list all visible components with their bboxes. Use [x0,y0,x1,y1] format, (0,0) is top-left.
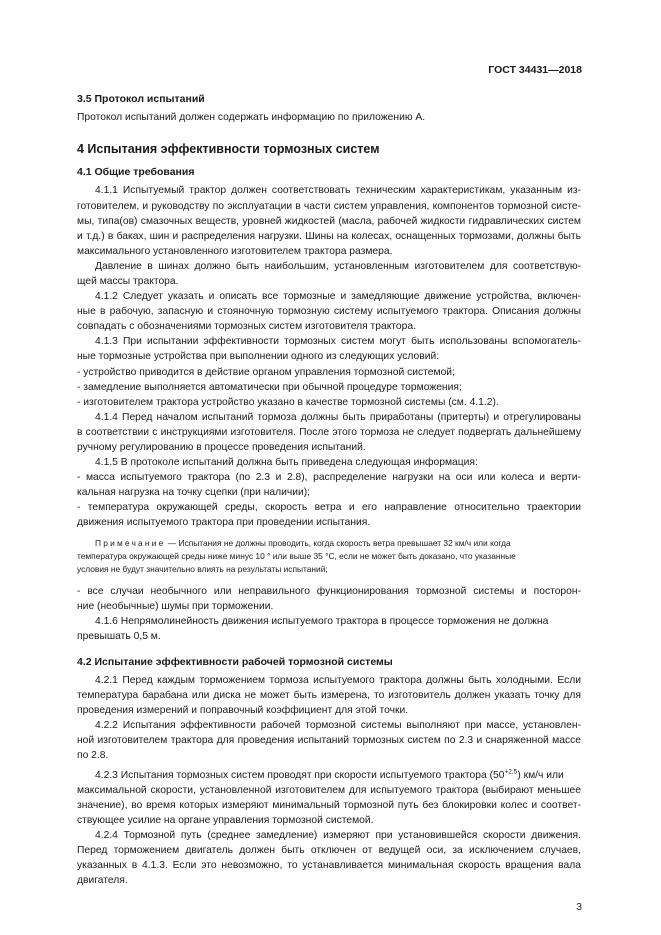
text-line: максимального установленного изготовителем трактора размера. [77,246,393,257]
standard-number: ГОСТ 34431—2018 [488,64,582,76]
page-number: 3 [576,902,582,913]
text-line: готовителем, и руководству по эксплуатации в части систем управления, компонентов тормозной систе- [77,201,581,212]
list-item: - замедление выполняется автоматически при обычной процедуре торможения; [77,382,462,393]
text-line: Перед торможением двигатель должен быть отключен от ведущей оси, за исключением случаев, [77,845,581,856]
text-part: ) км/ч или [517,770,564,781]
text-line: щей массы трактора. [77,276,179,287]
note-line: условия не будут значительно влиять на результаты испытаний; [77,564,328,574]
text-line: максимальной скорости, установленной изготовителем для испытуемого трактора (выбирают меньшее [77,785,581,796]
text-line: движения испытуемого трактора при проведении испытания. [77,517,371,528]
note-line [95,537,511,549]
text-line: температура барабана или диска не может быть измерена, то изготовитель должен указать точку для [77,690,581,701]
list-item: - изготовителем трактора устройство указано в качестве тормозной системы (см. 4.1.2). [77,397,499,408]
list-item: - все случаи необычного или неправильного функционирования тормозной системы и посторон- [77,586,581,597]
text-line: 4.1.6 Непрямолинейность движения испытуемого трактора в процессе торможения не должна [95,616,549,627]
heading-4: 4 Испытания эффективности тормозных систем [77,142,380,156]
text-line: и т.д.) в баках, шин и распределения нагрузки. Шины на колесах, оснащенных тормозами, должны быть [77,231,581,242]
text-line: 4.2.4 Тормозной путь (среднее замедление) измеряют при установившейся скорости движения. [95,830,581,841]
text-line: 4.2.1 Перед каждым торможением тормоза испытуемого трактора должны быть холодными. Если [95,675,581,686]
text-line: 4.1.5 В протоколе испытаний должна быть приведена следующая информация: [95,457,478,468]
speed-tolerance-superscript: +2,5 [504,768,518,776]
paragraph-3-5: Протокол испытаний должен содержать информацию по приложению А. [77,112,426,123]
note-label: Примечание [95,538,166,548]
text-line: 4.1.3 При испытании эффективности тормозных систем могут быть использованы вспомогатель- [95,336,581,347]
text-line: 4.2.2 Испытания эффективности рабочей тормозной системы выполняют при массе, установлен- [95,720,581,731]
text-line: значение), во время которых измеряют минимальный тормозной путь без блокировки колес и соответ- [77,800,581,811]
text-line: ные тормозные устройства при выполнении одного из следующих условий: [77,351,440,362]
text-line: двигателя. [77,875,128,886]
text-line: совпадать с обозначениями тормозных систем изготовителя трактора. [77,321,416,332]
text-line: ной изготовителем трактора для проведения испытаний тормозных систем по 2.3 и снаряженной массе [77,735,581,746]
text-line: превышать 0,5 м. [77,631,161,642]
text-line: 4.1.4 Перед началом испытаний тормоза должны быть приработаны (притерты) и отрегулированы [95,412,581,423]
text-line: мы, типа(ов) смазочных веществ, уровней жидкостей (масла, рабочей жидкости гидравлических систем [77,216,581,227]
text-line: проведения измерений и поправочный коэффициент для этой точки. [77,705,409,716]
text-line: ние (необычные) шумы при торможении. [77,601,274,612]
list-item: - устройство приводится в действие органом управления тормозной системой; [77,367,455,378]
text-part: 4.2.3 Испытания тормозных систем проводят при скорости испытуемого трактора (50 [95,770,505,781]
heading-3-5: 3.5 Протокол испытаний [77,93,205,105]
text-line: указанных в 4.1.3. Если это невозможно, то устанавливается минимальная скорость вращения вала [77,860,581,871]
text-line: ные в рабочую, запасную и стояночную тормозную систему испытуемого трактора. Описания должны [77,306,581,317]
text-line: Давление в шинах должно быть наибольшим, установленным изготовителем для соответствую- [95,261,581,272]
note-text: — Испытания не должны проводить, когда скорость ветра превышает 32 км/ч или когда [165,538,511,548]
list-item: - масса испытуемого трактора (по 2.3 и 2.8), распределение нагрузки на оси или колеса и верти- [77,472,581,483]
text-line: в соответствии с инструкциями изготовителя. После этого тормоза не следует подвергать дальнейшему [77,427,581,438]
text-line: 4.1.1 Испытуемый трактор должен соответствовать техническим характеристикам, указанным из- [95,185,581,196]
text-line: 4.1.2 Следует указать и описать все тормозные и замедляющие движение устройства, включен- [95,291,581,302]
heading-4-1: 4.1 Общие требования [77,166,195,178]
text-line: ствующее усилие на органе управления тормозной системой. [77,815,374,826]
heading-4-2: 4.2 Испытание эффективности рабочей тормозной системы [77,656,393,668]
list-item: - температура окружающей среды, скорость ветра и его направление относительно траектории [77,502,581,513]
text-line: кальная нагрузка на точку сцепки (при наличии); [77,487,311,498]
text-line-with-superscript [95,769,564,782]
note-line: температура окружающей среды ниже минус 10 ° или выше 35 °С, если не может быть доказано, что указанные [77,551,516,561]
text-line: ручному регулированию в процессе проведения испытаний. [77,442,366,453]
text-line: по 2.8. [77,750,109,761]
